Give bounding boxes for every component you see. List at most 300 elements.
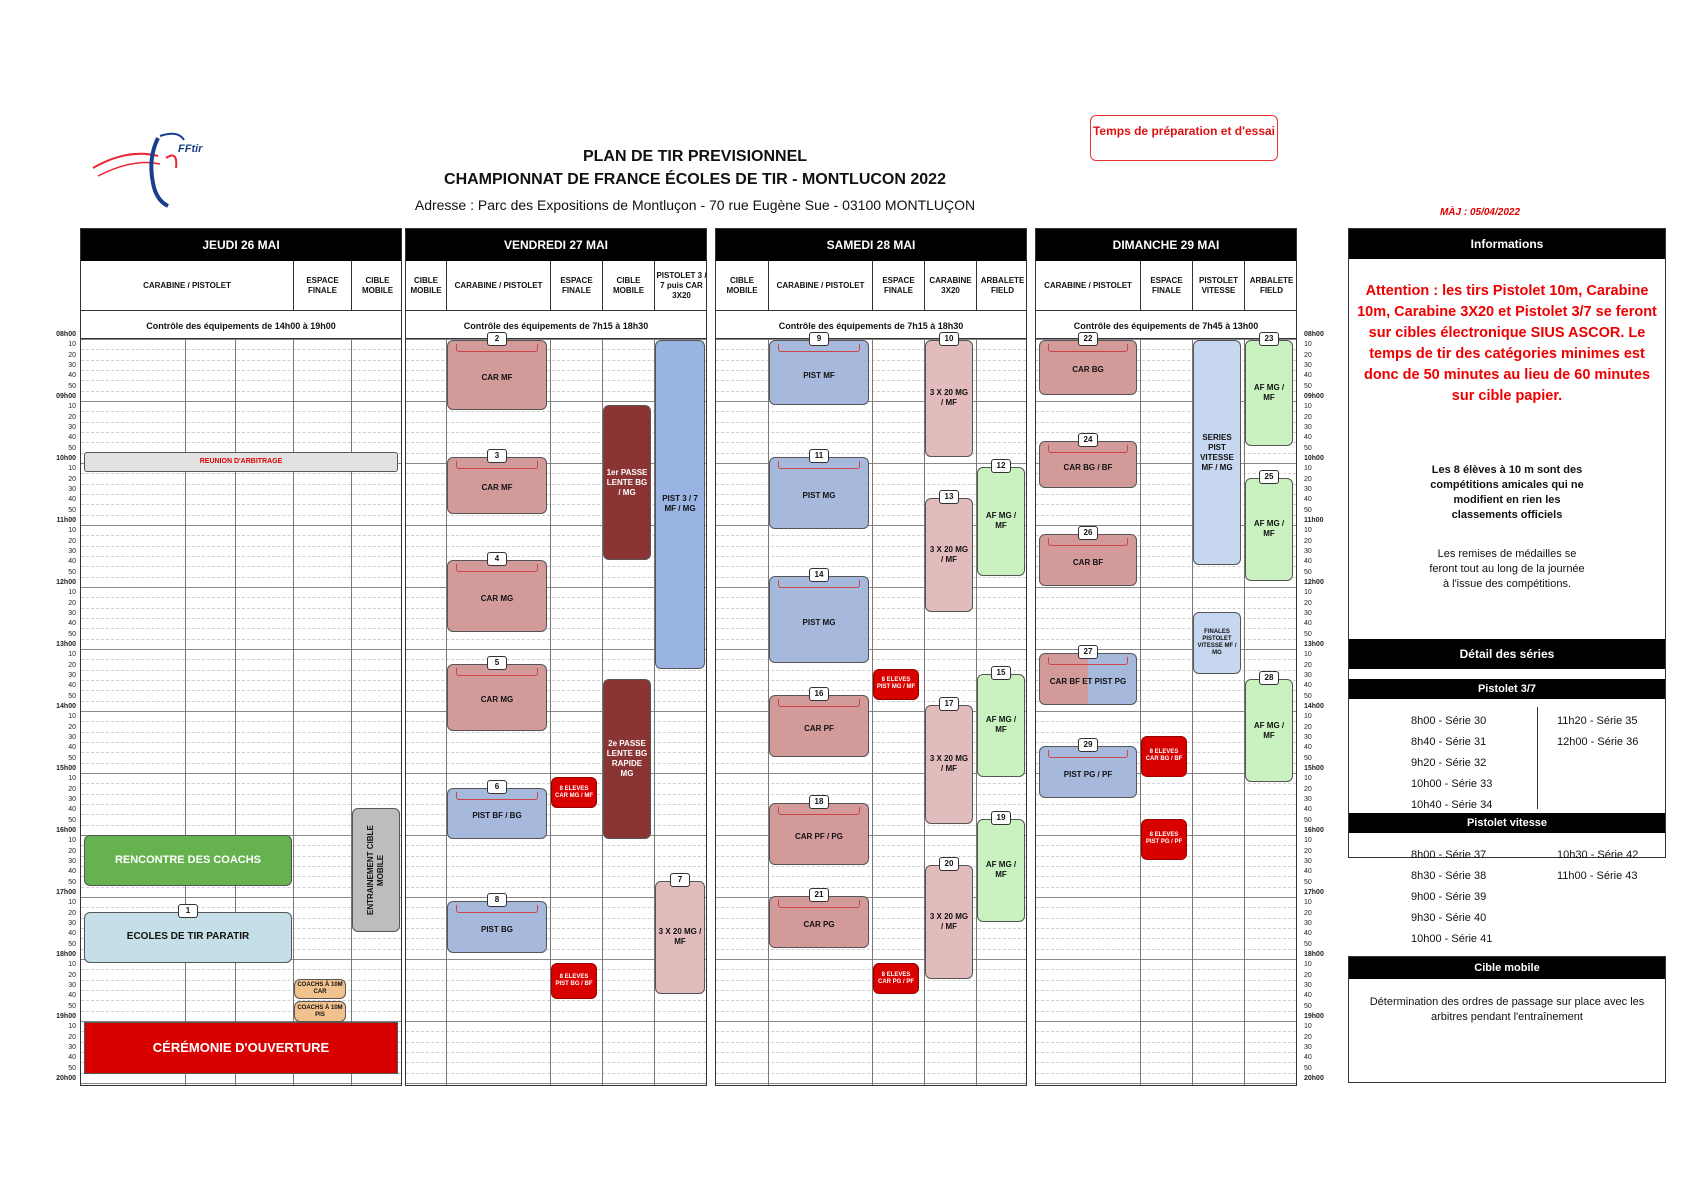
time-label: 12h00	[1304, 579, 1324, 586]
schedule-block	[1245, 478, 1293, 581]
time-label: 15h00	[1304, 765, 1324, 772]
block-label: CAR MG	[480, 695, 514, 705]
session-number: 14	[809, 568, 829, 582]
time-label: 14h00	[56, 703, 76, 710]
session-number: 3	[487, 449, 507, 463]
block-label: AF MG / MF	[985, 511, 1017, 531]
time-label: 14h00	[1304, 703, 1324, 710]
minute-label: 20	[68, 723, 76, 731]
minute-label: 30	[1304, 486, 1312, 493]
minute-label: 20	[68, 909, 76, 917]
minute-label: 50	[1304, 692, 1312, 700]
minute-label: 30	[1304, 734, 1312, 741]
minute-label: 50	[1304, 940, 1312, 948]
note-medailles: Les remises de médailles se feront tout au long de la journée à l'issue des compétitions.	[1429, 548, 1585, 590]
minute-label: 20	[1304, 785, 1312, 793]
minute-label: 10	[68, 961, 76, 969]
series-item: 9h30 - Série 40	[1411, 912, 1487, 924]
minute-label: 10	[68, 651, 76, 659]
schedule-block	[1039, 653, 1137, 705]
block-label: COACHS À 10M CAR	[297, 981, 343, 995]
series-item: 10h00 - Série 41	[1411, 933, 1493, 945]
block-label: 3 X 20 MG / MF	[929, 754, 969, 774]
schedule-block	[873, 669, 919, 700]
minute-label: 50	[1304, 506, 1312, 514]
series-item: 11h20 - Série 35	[1557, 715, 1638, 727]
schedule-block	[925, 340, 973, 457]
session-number: 2	[487, 332, 507, 346]
schedule-block	[551, 963, 597, 999]
col-header: CARABINE 3X20	[924, 261, 976, 311]
block-label: PIST MG	[802, 617, 836, 627]
col-header: CARABINE / PISTOLET	[768, 261, 872, 311]
block-label: CAR BG	[1072, 365, 1104, 375]
detail-series-title: Détail des séries	[1349, 639, 1665, 669]
series-item: 9h00 - Série 39	[1411, 891, 1487, 903]
minute-label: 10	[68, 1023, 76, 1031]
minute-label: 20	[1304, 351, 1312, 359]
minute-label: 20	[1304, 971, 1312, 979]
session-number: 16	[809, 687, 829, 701]
schedule-block	[769, 896, 869, 948]
minute-label: 20	[68, 351, 76, 359]
day-title: DIMANCHE 29 MAI	[1036, 229, 1296, 261]
cible-mobile-title: Cible mobile	[1349, 957, 1665, 979]
schedule-block	[655, 881, 705, 995]
schedule-block	[1039, 441, 1137, 488]
time-label: 16h00	[56, 827, 76, 834]
block-label: REUNION D'ARBITRAGE	[199, 457, 283, 465]
schedule-block	[1039, 746, 1137, 798]
minute-label: 40	[68, 1054, 76, 1062]
col-header: CARABINE / PISTOLET	[1044, 281, 1132, 290]
block-label: CAR BG / BF	[1063, 462, 1113, 472]
minute-label: 10	[68, 589, 76, 597]
logo-text: FFtir	[178, 143, 203, 155]
session-number: 6	[487, 780, 507, 794]
minute-label: 20	[68, 971, 76, 979]
control-text: Contrôle des équipements de 14h00 à 19h00	[81, 311, 401, 339]
block-label: CAR MF	[481, 373, 513, 383]
time-label: 16h00	[1304, 827, 1324, 834]
attention-text: Attention : les tirs Pistolet 10m, Carabine 10m, Carabine 3X20 et Pistolet 3/7 se feront sur cibles électronique SIUS ASCOR. Le temps de tir des catégories minimes est donc de 50 minutes au lieu de 60 minutes sur cible papier.	[1357, 283, 1657, 404]
minute-label: 10	[1304, 341, 1312, 349]
block-label: ECOLES DE TIR PARATIR	[126, 931, 250, 943]
block-label: CAR PF / PG	[794, 832, 843, 841]
session-number: 9	[809, 332, 829, 346]
minute-label: 40	[68, 620, 76, 628]
minute-label: 30	[1304, 920, 1312, 927]
block-label: RENCONTRE DES COACHS	[114, 854, 262, 867]
block-label: PIST MF	[803, 370, 835, 380]
minute-label: 10	[1304, 1023, 1312, 1031]
time-label: 12h00	[56, 579, 76, 586]
block-label: CAR BF ET PIST PG	[1049, 676, 1127, 686]
time-label: 10h00	[1304, 455, 1324, 462]
col-header: CARABINE / PISTOLET	[143, 281, 231, 290]
block-label: ENTRAINEMENT CIBLE MOBILE	[366, 825, 385, 916]
time-label: 11h00	[56, 517, 76, 524]
time-label: 08h00	[1304, 331, 1324, 338]
minute-label: 10	[1304, 403, 1312, 411]
block-label: AF MG / MF	[1253, 519, 1285, 539]
time-label: 19h00	[1304, 1013, 1324, 1020]
schedule-block	[603, 405, 651, 560]
minute-label: 40	[68, 682, 76, 690]
minute-label: 20	[1304, 723, 1312, 731]
schedule-block	[769, 340, 869, 405]
block-label: CAR MF	[481, 483, 513, 493]
schedule-block	[925, 498, 973, 612]
col-header: ESPACE FINALE	[872, 261, 924, 311]
minute-label: 30	[1304, 796, 1312, 803]
schedule-block	[84, 912, 292, 964]
minute-label: 20	[68, 475, 76, 483]
minute-label: 40	[1304, 558, 1312, 566]
session-number: 26	[1078, 526, 1098, 540]
time-label: 17h00	[56, 889, 76, 896]
minute-label: 50	[68, 1002, 76, 1010]
minute-label: 20	[1304, 537, 1312, 545]
minute-label: 40	[68, 496, 76, 504]
minute-label: 50	[1304, 382, 1312, 390]
minute-label: 50	[1304, 878, 1312, 886]
time-label: 18h00	[1304, 951, 1324, 958]
minute-label: 30	[68, 672, 76, 679]
schedule-block	[447, 560, 547, 632]
minute-label: 50	[68, 692, 76, 700]
series-item: 12h00 - Série 36	[1557, 736, 1639, 748]
block-label: FINALES PISTOLET VITESSE MF / MG	[1197, 628, 1237, 656]
time-label: 20h00	[1304, 1075, 1324, 1082]
schedule-block	[1193, 340, 1241, 565]
block-label: 3 X 20 MG / MF	[929, 388, 969, 408]
schedule-block	[352, 808, 400, 932]
title-line-2: CHAMPIONNAT DE FRANCE ÉCOLES DE TIR - MONTLUCON 2022	[444, 171, 946, 188]
block-label: CAR PF	[804, 723, 834, 733]
minute-label: 10	[1304, 961, 1312, 969]
session-number: 15	[991, 666, 1011, 680]
block-label: 8 ELEVES CAR PG / PF	[877, 971, 914, 985]
block-label: AF MG / MF	[985, 715, 1017, 735]
minute-label: 30	[68, 796, 76, 803]
minute-label: 40	[68, 930, 76, 938]
minute-label: 30	[1304, 1044, 1312, 1051]
day-saturday	[715, 228, 1027, 1086]
minute-label: 10	[68, 775, 76, 783]
time-label: 19h00	[56, 1013, 76, 1020]
schedule-block	[447, 901, 547, 953]
minute-label: 30	[1304, 982, 1312, 989]
block-label: 3 X 20 MG / MF	[929, 544, 969, 564]
schedule-block	[925, 865, 973, 979]
minute-label: 20	[1304, 847, 1312, 855]
minute-label: 30	[68, 486, 76, 493]
minute-label: 50	[1304, 568, 1312, 576]
block-label: AF MG / MF	[1253, 720, 1285, 740]
schedule-block	[1245, 340, 1293, 446]
minute-label: 30	[1304, 672, 1312, 679]
minute-label: 40	[1304, 992, 1312, 1000]
block-label: PIST BF / BG	[472, 811, 522, 821]
block-label: PIST MG	[802, 490, 836, 500]
minute-label: 40	[1304, 868, 1312, 876]
minute-label: 10	[68, 713, 76, 721]
minute-label: 30	[68, 548, 76, 555]
schedule-block	[447, 457, 547, 514]
session-number: 18	[809, 795, 829, 809]
col-header: PISTOLET VITESSE	[1192, 261, 1244, 311]
series-item: 10h30 - Série 42	[1557, 849, 1639, 861]
schedule-block	[1141, 819, 1187, 860]
time-label: 09h00	[56, 393, 76, 400]
minute-label: 10	[1304, 713, 1312, 721]
col-header: CIBLE MOBILE	[726, 276, 758, 295]
col-header: ARBALETE FIELD	[1244, 261, 1298, 311]
fftir-logo	[88, 128, 218, 208]
block-label: 8 ELEVES PIST PG / PF	[1145, 832, 1183, 846]
minute-label: 30	[1304, 610, 1312, 617]
cible-mobile-panel	[1348, 956, 1666, 1083]
schedule-block	[769, 803, 869, 865]
minute-label: 50	[1304, 816, 1312, 824]
schedule-block	[294, 979, 346, 1000]
schedule-block	[769, 695, 869, 757]
block-label: CAR BF	[1072, 558, 1104, 568]
minute-label: 20	[1304, 413, 1312, 421]
block-label: 8 ELEVES PIST BG / BF	[555, 974, 593, 988]
session-number: 27	[1078, 645, 1098, 659]
time-label: 10h00	[56, 455, 76, 462]
pistolet37-title: Pistolet 3/7	[1349, 679, 1665, 699]
minute-label: 10	[1304, 465, 1312, 473]
title-line-1: PLAN DE TIR PREVISIONNEL	[582, 148, 808, 165]
series-item: 8h00 - Série 30	[1411, 715, 1487, 727]
minute-label: 50	[1304, 444, 1312, 452]
update-date: MÀJ : 05/04/2022	[1439, 207, 1521, 218]
minute-label: 30	[68, 858, 76, 865]
block-label: CAR MG	[480, 594, 514, 604]
series-item: 11h00 - Série 43	[1557, 870, 1638, 882]
col-header: CIBLE MOBILE	[410, 276, 442, 295]
session-number: 20	[939, 857, 959, 871]
control-text: Contrôle des équipements de 7h45 à 13h00	[1036, 311, 1296, 339]
minute-label: 20	[68, 785, 76, 793]
schedule-block	[447, 340, 547, 410]
minute-label: 20	[1304, 661, 1312, 669]
minute-label: 20	[1304, 1033, 1312, 1041]
schedule-block	[1245, 679, 1293, 782]
session-number: 28	[1259, 671, 1279, 685]
minute-label: 50	[68, 1064, 76, 1072]
minute-label: 20	[68, 847, 76, 855]
time-label: 17h00	[1304, 889, 1324, 896]
minute-label: 40	[1304, 930, 1312, 938]
minute-label: 30	[1304, 548, 1312, 555]
address: Adresse : Parc des Expositions de Montluçon - 70 rue Eugène Sue - 03100 MONTLUÇON	[414, 197, 976, 213]
minute-label: 10	[1304, 899, 1312, 907]
control-text: Contrôle des équipements de 7h15 à 18h30	[406, 311, 706, 339]
minute-label: 20	[68, 1033, 76, 1041]
session-number: 23	[1259, 332, 1279, 346]
schedule-block	[551, 777, 597, 808]
minute-label: 10	[68, 837, 76, 845]
schedule-block	[769, 457, 869, 529]
time-label: 11h00	[1304, 517, 1324, 524]
block-label: 1er PASSE LENTE BG / MG	[606, 467, 648, 497]
time-label: 13h00	[1304, 641, 1324, 648]
minute-label: 50	[68, 940, 76, 948]
col-header: ESPACE FINALE	[550, 261, 602, 311]
minute-label: 50	[68, 506, 76, 514]
minute-label: 40	[1304, 1054, 1312, 1062]
minute-label: 40	[1304, 496, 1312, 504]
minute-label: 50	[1304, 630, 1312, 638]
session-number: 7	[670, 873, 690, 887]
info-panel	[1348, 228, 1666, 945]
block-label: PIST PG / PF	[1063, 769, 1113, 779]
minute-label: 50	[68, 382, 76, 390]
col-header: ESPACE FINALE	[293, 261, 351, 311]
col-header: CIBLE MOBILE	[351, 261, 403, 311]
schedule-block	[447, 788, 547, 840]
minute-label: 40	[1304, 434, 1312, 442]
session-number: 10	[939, 332, 959, 346]
series-divider	[1537, 707, 1538, 809]
series-item: 10h40 - Série 34	[1411, 799, 1493, 811]
minute-label: 20	[68, 537, 76, 545]
minute-label: 10	[68, 527, 76, 535]
session-number: 21	[809, 888, 829, 902]
block-label: 3 X 20 MG / MF	[929, 911, 969, 931]
minute-label: 10	[1304, 775, 1312, 783]
block-label: SERIES PIST VITESSE MF / MG	[1200, 432, 1234, 472]
col-header: ARBALETE FIELD	[976, 261, 1028, 311]
col-header: ESPACE FINALE	[1140, 261, 1192, 311]
day-title: SAMEDI 28 MAI	[716, 229, 1026, 261]
minute-label: 30	[68, 982, 76, 989]
session-number: 4	[487, 552, 507, 566]
block-label: CAR PG	[803, 919, 835, 929]
block-label: PIST 3 / 7 MF / MG	[662, 494, 698, 514]
minute-label: 20	[68, 661, 76, 669]
schedule-block	[977, 467, 1025, 576]
block-label: 3 X 20 MG / MF	[658, 927, 702, 947]
minute-label: 40	[1304, 682, 1312, 690]
minute-label: 20	[1304, 599, 1312, 607]
schedule-block	[294, 1001, 346, 1022]
time-label: 15h00	[56, 765, 76, 772]
time-label: 13h00	[56, 641, 76, 648]
minute-label: 50	[68, 816, 76, 824]
schedule-block	[1039, 534, 1137, 586]
minute-label: 40	[68, 558, 76, 566]
block-label: CÉRÉMONIE D'OUVERTURE	[152, 1039, 330, 1055]
minute-label: 10	[1304, 589, 1312, 597]
minute-label: 30	[1304, 858, 1312, 865]
schedule-block	[769, 576, 869, 664]
minute-label: 50	[68, 568, 76, 576]
control-text: Contrôle des équipements de 7h15 à 18h30	[716, 311, 1026, 339]
block-label: COACHS À 10M PIS	[297, 1004, 343, 1018]
minute-label: 30	[1304, 362, 1312, 369]
minute-label: 30	[68, 734, 76, 741]
minute-label: 10	[1304, 527, 1312, 535]
minute-label: 30	[1304, 424, 1312, 431]
minute-label: 10	[68, 403, 76, 411]
schedule-block	[1039, 340, 1137, 395]
minute-label: 40	[68, 744, 76, 752]
time-label: 09h00	[1304, 393, 1324, 400]
block-label: 8 ELEVES CAR MG / MF	[555, 785, 593, 799]
minute-label: 40	[68, 806, 76, 814]
session-number: 25	[1259, 470, 1279, 484]
minute-label: 40	[68, 992, 76, 1000]
minute-label: 20	[68, 599, 76, 607]
block-label: 8 ELEVES PIST MG / MF	[876, 677, 916, 691]
pistolet-vitesse-title: Pistolet vitesse	[1349, 813, 1665, 833]
minute-label: 10	[1304, 651, 1312, 659]
minute-label: 40	[1304, 620, 1312, 628]
schedule-block	[1141, 736, 1187, 777]
minute-label: 40	[1304, 372, 1312, 380]
time-label: 18h00	[56, 951, 76, 958]
minute-label: 40	[1304, 744, 1312, 752]
minute-label: 10	[68, 341, 76, 349]
minute-label: 10	[68, 899, 76, 907]
minute-label: 30	[68, 362, 76, 369]
series-item: 9h20 - Série 32	[1411, 757, 1487, 769]
block-label: AF MG / MF	[985, 860, 1017, 880]
minute-label: 50	[68, 754, 76, 762]
minute-label: 40	[1304, 806, 1312, 814]
session-number: 1	[178, 904, 198, 918]
minute-label: 20	[1304, 909, 1312, 917]
schedule-block	[977, 819, 1025, 922]
session-number: 8	[487, 893, 507, 907]
session-number: 5	[487, 656, 507, 670]
schedule-block	[84, 452, 398, 473]
block-label: AF MG / MF	[1253, 383, 1285, 403]
schedule-block	[84, 835, 292, 886]
block-label: 2e PASSE LENTE BG RAPIDE MG	[606, 739, 648, 779]
schedule-block	[655, 340, 705, 669]
minute-label: 30	[68, 424, 76, 431]
minute-label: 20	[68, 413, 76, 421]
day-title: VENDREDI 27 MAI	[406, 229, 706, 261]
block-label: PIST BG	[480, 924, 513, 934]
schedule-block	[1193, 612, 1241, 674]
session-number: 19	[991, 811, 1011, 825]
minute-label: 50	[1304, 1002, 1312, 1010]
session-number: 11	[809, 449, 829, 463]
schedule-block	[977, 674, 1025, 777]
schedule-block	[925, 705, 973, 824]
minute-label: 40	[68, 372, 76, 380]
series-item: 8h40 - Série 31	[1411, 736, 1487, 748]
series-item: 8h30 - Série 38	[1411, 870, 1487, 882]
minute-label: 10	[68, 465, 76, 473]
schedule-block	[603, 679, 651, 839]
minute-label: 30	[68, 920, 76, 927]
schedule-block	[873, 963, 919, 994]
minute-label: 50	[1304, 1064, 1312, 1072]
legend-preparation: Temps de préparation et d'essai	[1090, 115, 1278, 161]
session-number: 17	[939, 697, 959, 711]
time-label: 20h00	[56, 1075, 76, 1082]
col-header: CARABINE / PISTOLET	[446, 261, 550, 311]
series-item: 10h00 - Série 33	[1411, 778, 1493, 790]
